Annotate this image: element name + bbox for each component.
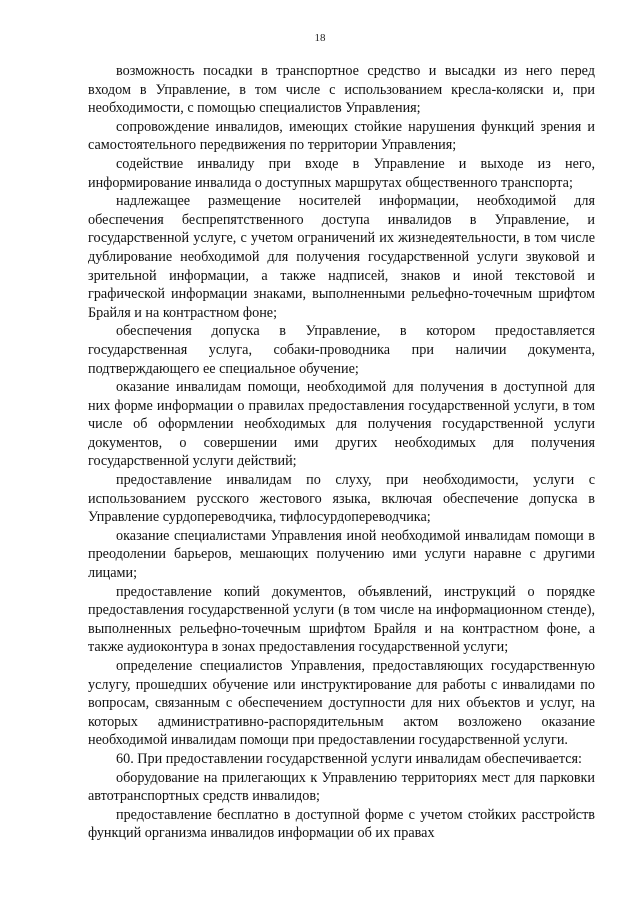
paragraph: надлежащее размещение носителей информации, необходимой для обеспечения беспрепятственного доступа инвалидов в Управление, и государственной услуге, с учетом ограничений их жизнедеятельности, в том числе дублирование необходимой для получения государственной услуги звуковой и зрительной информации, а также надписей, знаков и иной текстовой и графической информации знаками, выполненными рельефно-точечным шрифтом Брайля и на контрастном фоне; [88, 193, 595, 321]
paragraph: содействие инвалиду при входе в Управление и выходе из него, информирование инвалида о доступных маршрутах общественного транспорта; [88, 155, 595, 191]
paragraph: оказание инвалидам помощи, необходимой для получения в доступной для них форме информации о правилах предоставления государственной услуги, в том числе об оформлении необходимых для получения государственной услуги документов, о совершении ими других необходимых для получения государственной услуги действий; [88, 379, 595, 470]
paragraph: предоставление копий документов, объявлений, инструкций о порядке предоставления государственной услуги (в том числе на информационном стенде), выполненных рельефно-точечным шрифтом Брайля и на контрастном фоне, а также аудиоконтура в зонах предоставления государственной услуги; [88, 583, 595, 656]
paragraph: обеспечения допуска в Управление, в котором предоставляется государственная услуга, собаки-проводника при наличии документа, подтверждающего ее специальное обучение; [88, 323, 595, 377]
paragraph: предоставление инвалидам по слуху, при необходимости, услуги с использованием русского жестового языка, включая обеспечение допуска в Управление сурдопереводчика, тифлосурдопереводчика; [88, 472, 595, 526]
paragraph: определение специалистов Управления, предоставляющих государственную услугу, прошедших обучение или инструктирование для работы с инвалидами по вопросам, связанным с обеспечением доступности для них объектов и услуг, на которых административно-распорядительным актом возложено оказание необходимой инвалидам помощи при предоставлении государственной услуги. [88, 658, 595, 749]
page-number: 18 [314, 32, 326, 44]
paragraph: предоставление бесплатно в доступной форме с учетом стойких расстройств функций организма инвалидов информации об их правах [88, 806, 595, 842]
paragraph-numbered-60: 60. При предоставлении государственной услуги инвалидам обеспечивается: [116, 750, 582, 767]
document-body [88, 62, 595, 843]
paragraph: сопровождение инвалидов, имеющих стойкие нарушения функций зрения и самостоятельного передвижения по территории Управления; [88, 118, 595, 154]
paragraph: возможность посадки в транспортное средство и высадки из него перед входом в Управление, в том числе с использованием кресла-коляски и, при необходимости, с помощью специалистов Управления; [88, 63, 595, 117]
paragraph: оборудование на прилегающих к Управлению территориях мест для парковки автотранспортных средств инвалидов; [88, 769, 595, 805]
paragraph: оказание специалистами Управления иной необходимой инвалидам помощи в преодолении барьеров, мешающих получению ими услуги наравне с другими лицами; [88, 527, 595, 582]
